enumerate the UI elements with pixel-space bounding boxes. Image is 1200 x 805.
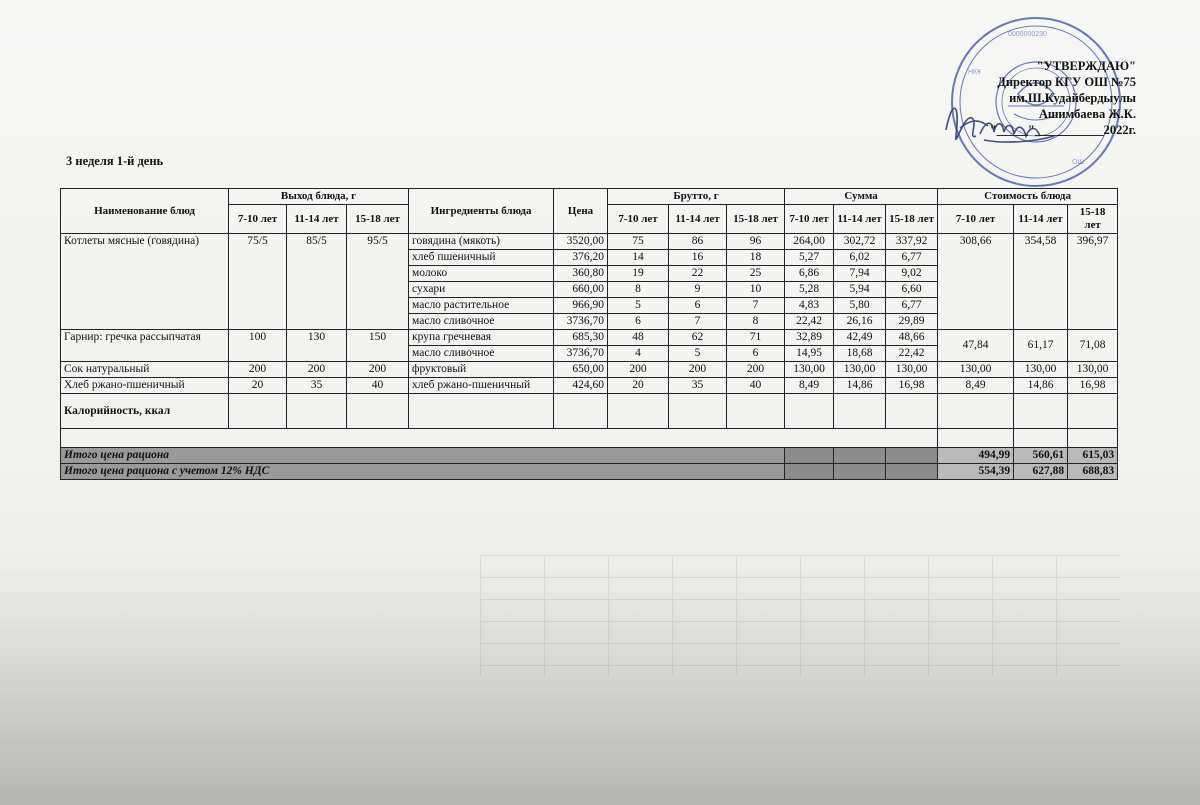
dish-cost: 130,00 — [938, 362, 1014, 378]
brutto: 4 — [608, 346, 669, 362]
price: 685,30 — [554, 330, 608, 346]
brutto: 71 — [727, 330, 785, 346]
output-value: 100 — [229, 330, 287, 362]
sum: 130,00 — [834, 362, 886, 378]
table-row — [61, 234, 1118, 250]
table-row — [61, 378, 1118, 394]
bleed-through-table — [480, 555, 1120, 675]
sum: 264,00 — [785, 234, 834, 250]
brutto: 6 — [727, 346, 785, 362]
dish-name: Сок натуральный — [61, 362, 229, 378]
price: 376,20 — [554, 250, 608, 266]
sum: 48,66 — [886, 330, 938, 346]
total-label: Итого цена рациона — [61, 448, 785, 464]
table-row — [61, 330, 1118, 346]
header-sum: Сумма — [785, 189, 938, 205]
sum: 130,00 — [785, 362, 834, 378]
dish-name: Гарнир: гречка рассыпчатая — [61, 330, 229, 362]
total-vat-row — [61, 464, 1118, 480]
brutto: 9 — [669, 282, 727, 298]
brutto: 200 — [727, 362, 785, 378]
dish-cost: 8,49 — [938, 378, 1014, 394]
ingredient: масло сливочное — [409, 346, 554, 362]
ingredient: говядина (мякоть) — [409, 234, 554, 250]
output-value: 200 — [347, 362, 409, 378]
calorie-row — [61, 394, 1118, 429]
header-age: 15-18 лет — [347, 205, 409, 234]
approval-school: им.Ш.Кудайбердыулы — [1009, 91, 1136, 105]
total-value: 560,61 — [1014, 448, 1068, 464]
brutto: 20 — [608, 378, 669, 394]
sum: 14,95 — [785, 346, 834, 362]
brutto: 14 — [608, 250, 669, 266]
sum: 29,89 — [886, 314, 938, 330]
dish-cost: 71,08 — [1068, 330, 1118, 362]
brutto: 40 — [727, 378, 785, 394]
header-age: 11-14 лет — [1014, 205, 1068, 234]
price: 966,90 — [554, 298, 608, 314]
dish-cost: 308,66 — [938, 234, 1014, 330]
menu-table — [60, 188, 1118, 480]
ingredient: масло сливочное — [409, 314, 554, 330]
brutto: 6 — [669, 298, 727, 314]
calorie-label: Калорийность, ккал — [61, 394, 229, 429]
output-value: 150 — [347, 330, 409, 362]
approval-person: Ашимбаева Ж.К. — [1038, 107, 1136, 121]
total-vat-value: 554,39 — [938, 464, 1014, 480]
price: 3736,70 — [554, 314, 608, 330]
brutto: 19 — [608, 266, 669, 282]
output-value: 95/5 — [347, 234, 409, 330]
dish-name: Хлеб ржано-пшеничный — [61, 378, 229, 394]
output-value: 35 — [287, 378, 347, 394]
sum: 302,72 — [834, 234, 886, 250]
header-age: 11-14 лет — [287, 205, 347, 234]
brutto: 16 — [669, 250, 727, 266]
header-age: 7-10 лет — [608, 205, 669, 234]
ingredient: сухари — [409, 282, 554, 298]
ingredient: хлеб ржано-пшеничный — [409, 378, 554, 394]
total-vat-label: Итого цена рациона с учетом 12% НДС — [61, 464, 785, 480]
total-value: 615,03 — [1068, 448, 1118, 464]
output-value: 200 — [229, 362, 287, 378]
total-value: 494,99 — [938, 448, 1014, 464]
sum: 18,68 — [834, 346, 886, 362]
ingredient: крупа гречневая — [409, 330, 554, 346]
header-age: 11-14 лет — [834, 205, 886, 234]
header-age: 15-18 лет — [727, 205, 785, 234]
header-cost: Стоимость блюда — [938, 189, 1118, 205]
approval-position: Директор КГУ ОШ №75 — [997, 75, 1136, 89]
dish-cost: 130,00 — [1068, 362, 1118, 378]
sum: 6,60 — [886, 282, 938, 298]
brutto: 25 — [727, 266, 785, 282]
total-row — [61, 448, 1118, 464]
dish-cost: 14,86 — [1014, 378, 1068, 394]
sum: 32,89 — [785, 330, 834, 346]
approval-block — [956, 58, 1136, 138]
sum: 22,42 — [785, 314, 834, 330]
sum: 6,77 — [886, 250, 938, 266]
brutto: 5 — [608, 298, 669, 314]
brutto: 6 — [608, 314, 669, 330]
header-age: 7-10 лет — [785, 205, 834, 234]
output-value: 200 — [287, 362, 347, 378]
output-value: 20 — [229, 378, 287, 394]
ingredient: хлеб пшеничный — [409, 250, 554, 266]
price: 424,60 — [554, 378, 608, 394]
brutto: 96 — [727, 234, 785, 250]
brutto: 200 — [669, 362, 727, 378]
brutto: 7 — [727, 298, 785, 314]
header-row-1 — [61, 189, 1118, 205]
total-vat-value: 627,88 — [1014, 464, 1068, 480]
brutto: 18 — [727, 250, 785, 266]
sum: 42,49 — [834, 330, 886, 346]
price: 3736,70 — [554, 346, 608, 362]
sum: 130,00 — [886, 362, 938, 378]
header-age: 11-14 лет — [669, 205, 727, 234]
page-title: 3 неделя 1-й день — [66, 154, 164, 168]
approval-title: "УТВЕРЖДАЮ" — [1036, 59, 1136, 73]
output-value: 130 — [287, 330, 347, 362]
price: 660,00 — [554, 282, 608, 298]
dish-cost: 130,00 — [1014, 362, 1068, 378]
header-ingredients: Ингредиенты блюда — [409, 189, 554, 234]
dish-cost: 47,84 — [938, 330, 1014, 362]
ingredient: фруктовый — [409, 362, 554, 378]
header-age: 15-18 лет — [886, 205, 938, 234]
sum: 5,94 — [834, 282, 886, 298]
total-vat-value: 688,83 — [1068, 464, 1118, 480]
sum: 9,02 — [886, 266, 938, 282]
svg-text:ОШ: ОШ — [1072, 159, 1084, 166]
brutto: 8 — [608, 282, 669, 298]
brutto: 8 — [727, 314, 785, 330]
header-dish-name: Наименование блюд — [61, 189, 229, 234]
dish-cost: 396,97 — [1068, 234, 1118, 330]
svg-text:0000000230: 0000000230 — [1008, 31, 1047, 38]
sum: 16,98 — [886, 378, 938, 394]
brutto: 10 — [727, 282, 785, 298]
approval-date: "_____"___________2022г. — [989, 123, 1136, 137]
price: 650,00 — [554, 362, 608, 378]
ingredient: масло растительное — [409, 298, 554, 314]
brutto: 35 — [669, 378, 727, 394]
price: 3520,00 — [554, 234, 608, 250]
dish-cost: 354,58 — [1014, 234, 1068, 330]
header-output: Выход блюда, г — [229, 189, 409, 205]
brutto: 22 — [669, 266, 727, 282]
brutto: 62 — [669, 330, 727, 346]
sum: 26,16 — [834, 314, 886, 330]
empty-row — [61, 429, 1118, 448]
sum: 4,83 — [785, 298, 834, 314]
sum: 8,49 — [785, 378, 834, 394]
brutto: 200 — [608, 362, 669, 378]
dish-cost: 16,98 — [1068, 378, 1118, 394]
table-row — [61, 362, 1118, 378]
header-price: Цена — [554, 189, 608, 234]
brutto: 75 — [608, 234, 669, 250]
header-age: 7-10 лет — [229, 205, 287, 234]
brutto: 48 — [608, 330, 669, 346]
brutto: 7 — [669, 314, 727, 330]
ingredient: молоко — [409, 266, 554, 282]
sum: 337,92 — [886, 234, 938, 250]
header-brutto: Брутто, г — [608, 189, 785, 205]
sum: 6,02 — [834, 250, 886, 266]
dish-cost: 61,17 — [1014, 330, 1068, 362]
header-age: 7-10 лет — [938, 205, 1014, 234]
page-shadow — [0, 560, 1200, 805]
output-value: 40 — [347, 378, 409, 394]
sum: 6,77 — [886, 298, 938, 314]
output-value: 75/5 — [229, 234, 287, 330]
sum: 22,42 — [886, 346, 938, 362]
sum: 14,86 — [834, 378, 886, 394]
brutto: 86 — [669, 234, 727, 250]
sum: 5,27 — [785, 250, 834, 266]
sum: 5,80 — [834, 298, 886, 314]
dish-name: Котлеты мясные (говядина) — [61, 234, 229, 330]
brutto: 5 — [669, 346, 727, 362]
header-age: 15-18 лет — [1068, 205, 1118, 234]
price: 360,80 — [554, 266, 608, 282]
output-value: 85/5 — [287, 234, 347, 330]
sum: 5,28 — [785, 282, 834, 298]
sum: 7,94 — [834, 266, 886, 282]
svg-text:НКҰ: НКҰ — [968, 69, 982, 76]
sum: 6,86 — [785, 266, 834, 282]
